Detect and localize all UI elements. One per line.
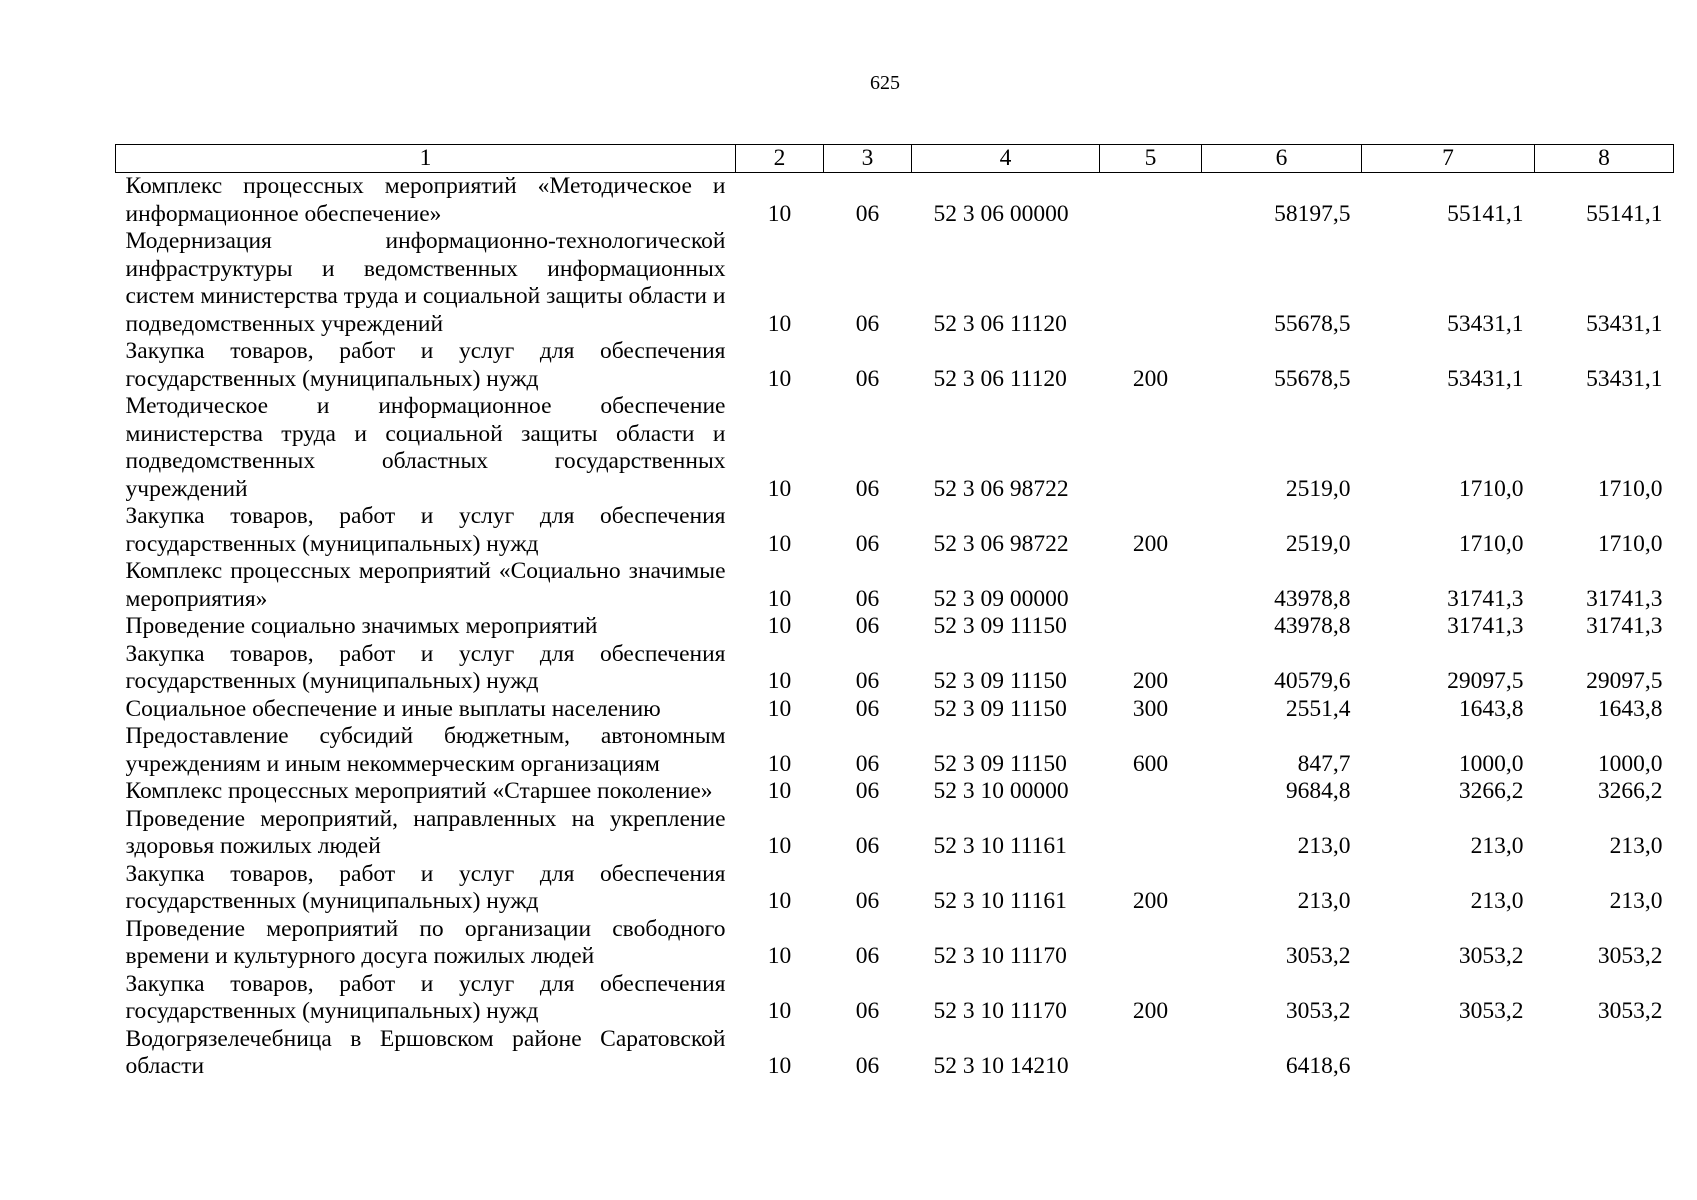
row-expense-type [1100,806,1202,861]
row-expense-type: 200 [1132,888,1169,914]
row-section: 10 [767,888,792,914]
row-expense-type: 200 [1132,998,1169,1024]
table-row [116,393,1674,503]
row-section: 10 [767,943,792,969]
row-amount-col6: 213,0 [1297,833,1351,859]
row-subsection: 06 [855,530,880,557]
table-row [116,696,1674,724]
row-amount-col7: 1643,8 [1458,695,1524,722]
row-subsection: 06 [855,750,880,777]
row-amount-col7: 53431,1 [1447,310,1524,337]
table-row [116,228,1674,338]
row-name: Закупка товаров, работ и услуг для обеспечения государственных (муниципальных) нужд [125,640,726,694]
row-amount-col8: 213,0 [1609,833,1663,859]
row-amount-col6: 3053,2 [1285,998,1351,1024]
table-row [116,916,1674,971]
row-amount-col6: 6418,6 [1285,1053,1351,1079]
row-target-code: 52 3 06 00000 [933,200,1069,227]
row-expense-type [1100,778,1202,806]
row-name: Закупка товаров, работ и услуг для обеспечения государственных (муниципальных) нужд [125,860,726,914]
row-subsection: 06 [855,613,880,639]
row-expense-type: 200 [1132,668,1169,694]
row-target-code: 52 3 06 11120 [933,365,1067,392]
row-amount-col8 [1535,1026,1674,1081]
table-row [116,338,1674,393]
row-amount-col8: 31741,3 [1586,585,1663,612]
row-name: Проведение социально значимых мероприятий [125,613,598,639]
row-name: Проведение мероприятий, направленных на укрепление здоровья пожилых людей [125,805,726,859]
row-amount-col6: 58197,5 [1274,200,1351,227]
row-amount-col7: 53431,1 [1447,365,1524,392]
row-section: 10 [767,613,792,639]
row-subsection: 06 [855,668,880,694]
row-amount-col8: 3053,2 [1597,943,1663,969]
row-subsection: 06 [855,943,880,969]
page-number: 625 [870,72,900,94]
row-amount-col8: 3266,2 [1597,778,1663,804]
row-subsection: 06 [855,888,880,914]
row-amount-col8: 31741,3 [1586,613,1663,639]
row-amount-col6: 2551,4 [1285,695,1351,722]
row-amount-col8: 55141,1 [1586,200,1663,227]
row-amount-col7: 1710,0 [1458,530,1524,557]
row-amount-col7: 3266,2 [1458,778,1524,804]
row-amount-col8: 29097,5 [1586,668,1663,694]
row-section: 10 [767,750,792,777]
row-amount-col6: 55678,5 [1274,365,1351,392]
row-name: Методическое и информационное обеспечение министерства труда и социальной защиты области и подведомственных областных государственных учреждений [125,393,726,502]
row-target-code: 52 3 09 11150 [933,613,1067,639]
row-expense-type [1100,173,1202,229]
row-expense-type: 300 [1132,695,1169,722]
row-section: 10 [767,833,792,859]
row-amount-col8: 53431,1 [1586,365,1663,392]
row-target-code: 52 3 10 11161 [933,833,1067,859]
row-section: 10 [767,585,792,612]
row-target-code: 52 3 10 11170 [933,998,1067,1024]
row-section: 10 [767,200,792,227]
row-target-code: 52 3 09 11150 [933,750,1067,777]
table-row [116,778,1674,806]
row-subsection: 06 [855,695,880,722]
table-row [116,806,1674,861]
row-expense-type: 200 [1132,530,1169,557]
row-target-code: 52 3 09 11150 [933,695,1067,722]
table-row [116,723,1674,778]
row-name: Предоставление субсидий бюджетным, автономным учреждениям и иным некоммерческим организациям [125,723,726,777]
row-amount-col8: 1000,0 [1597,750,1663,777]
table-row [116,558,1674,613]
row-subsection: 06 [855,585,880,612]
row-target-code: 52 3 10 14210 [933,1053,1069,1079]
row-expense-type [1100,613,1202,641]
row-name: Закупка товаров, работ и услуг для обеспечения государственных (муниципальных) нужд [125,970,726,1024]
table-row [116,1026,1674,1081]
row-expense-type [1100,916,1202,971]
budget-table [115,144,1674,1081]
row-section: 10 [767,778,792,804]
row-target-code: 52 3 06 11120 [933,310,1067,337]
row-amount-col7: 1710,0 [1458,475,1524,502]
row-amount-col7: 29097,5 [1447,668,1524,694]
row-target-code: 52 3 09 11150 [933,668,1067,694]
table-header-row [116,145,1674,173]
row-amount-col7: 213,0 [1470,888,1524,914]
row-subsection: 06 [855,998,880,1024]
table-body [116,173,1674,1081]
row-amount-col8: 1643,8 [1597,695,1663,722]
row-expense-type [1100,1026,1202,1081]
row-amount-col6: 213,0 [1297,888,1351,914]
row-amount-col7: 55141,1 [1447,200,1524,227]
row-amount-col7 [1362,1026,1535,1081]
row-amount-col6: 55678,5 [1274,310,1351,337]
row-amount-col6: 847,7 [1297,750,1351,777]
row-amount-col7: 1000,0 [1458,750,1524,777]
table-row [116,971,1674,1026]
row-amount-col7: 3053,2 [1458,998,1524,1024]
table-row [116,641,1674,696]
row-target-code: 52 3 09 00000 [933,585,1069,612]
row-target-code: 52 3 10 11161 [933,888,1067,914]
row-subsection: 06 [855,475,880,502]
row-subsection: 06 [855,778,880,804]
row-section: 10 [767,530,792,557]
column-header-2: 2 [736,145,824,173]
table-row [116,613,1674,641]
row-subsection: 06 [855,365,880,392]
row-target-code: 52 3 10 00000 [933,778,1069,804]
row-amount-col7: 3053,2 [1458,943,1524,969]
table-row [116,173,1674,229]
row-section: 10 [767,310,792,337]
row-subsection: 06 [855,200,880,227]
column-header-4: 4 [912,145,1100,173]
row-amount-col7: 213,0 [1470,833,1524,859]
column-header-5: 5 [1100,145,1202,173]
row-section: 10 [767,365,792,392]
row-amount-col6: 9684,8 [1285,778,1351,804]
row-section: 10 [767,695,792,722]
column-header-7: 7 [1362,145,1535,173]
row-expense-type: 200 [1132,365,1169,392]
row-section: 10 [767,1053,792,1079]
row-section: 10 [767,998,792,1024]
row-expense-type [1100,228,1202,338]
row-name: Водогрязелечебница в Ершовском районе Саратовской области [125,1025,726,1079]
row-subsection: 06 [855,310,880,337]
row-amount-col8: 3053,2 [1597,998,1663,1024]
row-section: 10 [767,668,792,694]
row-amount-col6: 2519,0 [1285,475,1351,502]
column-header-6: 6 [1202,145,1362,173]
row-amount-col8: 1710,0 [1597,530,1663,557]
row-expense-type: 600 [1132,750,1169,777]
row-amount-col6: 40579,6 [1274,668,1351,694]
row-amount-col8: 1710,0 [1597,475,1663,502]
row-name: Комплекс процессных мероприятий «Методическое и информационное обеспечение» [125,173,726,227]
row-amount-col7: 31741,3 [1447,613,1524,639]
row-subsection: 06 [855,1053,880,1079]
row-name: Модернизация информационно-технологической инфраструктуры и ведомственных информационных систем министерства труда и социальной защиты области и подведомственных учреждений [125,228,726,337]
row-amount-col6: 43978,8 [1274,613,1351,639]
row-expense-type [1100,393,1202,503]
table-row [116,503,1674,558]
row-amount-col6: 2519,0 [1285,530,1351,557]
row-name: Социальное обеспечение и иные выплаты населению [125,695,661,722]
column-header-1: 1 [116,145,736,173]
row-section: 10 [767,475,792,502]
row-name: Проведение мероприятий по организации свободного времени и культурного досуга пожилых людей [125,915,726,969]
row-name: Комплекс процессных мероприятий «Социально значимые мероприятия» [125,558,726,612]
row-name: Закупка товаров, работ и услуг для обеспечения государственных (муниципальных) нужд [125,338,726,392]
row-target-code: 52 3 06 98722 [933,475,1069,502]
row-expense-type [1100,558,1202,613]
row-amount-col8: 53431,1 [1586,310,1663,337]
row-subsection: 06 [855,833,880,859]
row-amount-col6: 43978,8 [1274,585,1351,612]
row-amount-col7: 31741,3 [1447,585,1524,612]
row-name: Закупка товаров, работ и услуг для обеспечения государственных (муниципальных) нужд [125,503,726,557]
table-row [116,861,1674,916]
row-name: Комплекс процессных мероприятий «Старшее поколение» [125,778,713,804]
column-header-3: 3 [824,145,912,173]
column-header-8: 8 [1535,145,1674,173]
row-amount-col6: 3053,2 [1285,943,1351,969]
row-target-code: 52 3 10 11170 [933,943,1067,969]
row-target-code: 52 3 06 98722 [933,530,1069,557]
row-amount-col8: 213,0 [1609,888,1663,914]
